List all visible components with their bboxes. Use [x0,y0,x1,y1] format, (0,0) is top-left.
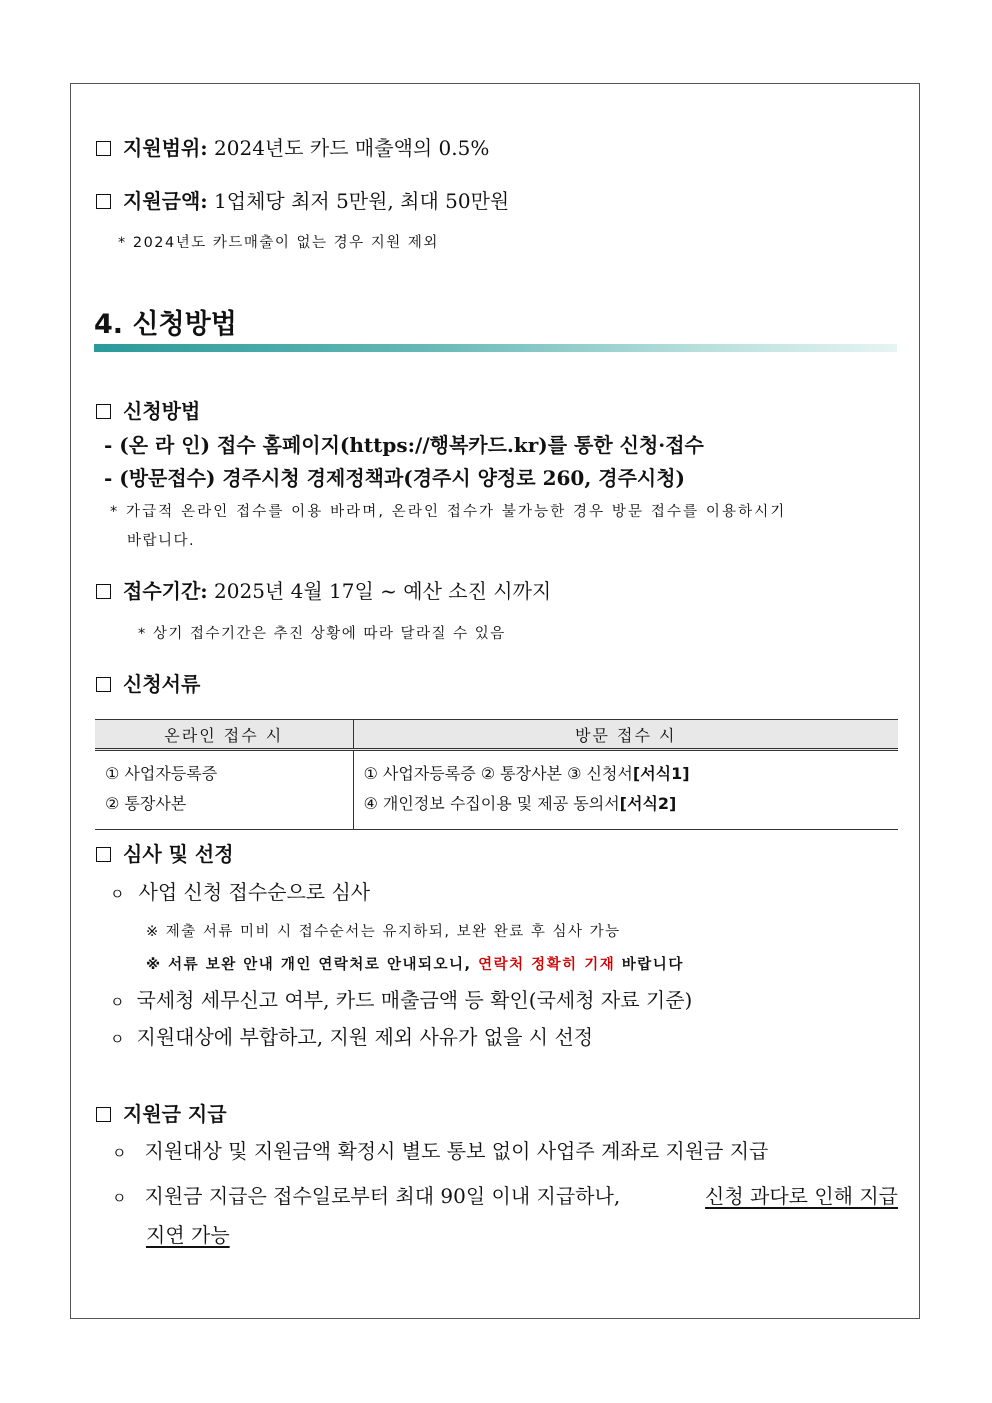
checkbox-icon [96,194,111,209]
payment-bullet1 [112,1135,768,1164]
bullet-icon: ㅇ [110,885,125,903]
visit-doc-line [364,759,889,789]
review-note2-highlight: 연락처 정확히 기재 [478,957,616,973]
review-bullet1-text: 사업 신청 접수순으로 심사 [138,880,371,904]
visit-doc-line [364,789,889,819]
page-frame [70,83,920,1319]
payment-bullet2 [112,1180,898,1209]
review-bullet3-text: 지원대상에 부합하고, 지원 제외 사유가 없을 시 선정 [136,1025,594,1049]
apply-note-line2: 바랍니다. [127,533,196,549]
apply-period-line [96,575,551,604]
bullet-icon: ㅇ [112,1189,127,1207]
support-range-line [96,132,489,161]
checkbox-icon [96,141,111,156]
checkbox-icon [96,404,111,419]
review-note2 [146,953,684,974]
apply-method-heading-text: 신청방법 [123,399,201,423]
checkbox-icon [96,677,111,692]
support-range-text: 2024년도 카드 매출액의 0.5% [214,136,490,160]
online-doc-item: ② 통장사본 [105,794,187,813]
review-heading [96,838,234,867]
documents-table [95,719,898,830]
review-bullet2-text: 국세청 세무신고 여부, 카드 매출금액 등 확인(국세청 자료 기준) [136,988,693,1012]
payment-heading-text: 지원금 지급 [123,1102,227,1126]
bullet-icon: ㅇ [110,1030,125,1048]
bullet-icon: ㅇ [112,1144,127,1162]
support-amount-line [96,185,509,214]
apply-period-note: * 상기 접수기간은 추진 상황에 따라 달라질 수 있음 [138,626,506,642]
visit-doc-text: ④ 개인정보 수집이용 및 제공 동의서 [363,794,620,813]
review-bullet3 [110,1021,593,1050]
apply-period-label: 접수기간: [123,579,208,603]
form2-tag: [서식2] [619,794,677,813]
bullet-icon: ㅇ [110,993,125,1011]
support-range-label: 지원범위: [123,136,208,160]
payment-heading [96,1098,227,1127]
support-amount-text: 1업체당 최저 5만원, 최대 50만원 [214,189,510,213]
review-note2-text: ※ 서류 보완 안내 개인 연락처로 안내되오니, [146,957,472,973]
online-doc-item: ① 사업자등록증 [105,764,218,783]
review-note1: ※ 제출 서류 미비 시 접수순서는 유지하되, 보완 완료 후 심사 가능 [146,924,621,940]
checkbox-icon [96,1107,111,1122]
col-visit-header: 방문 접수 시 [353,720,898,750]
checkbox-icon [96,584,111,599]
apply-method-heading [96,395,200,424]
form1-tag: [서식1] [632,764,690,783]
col-online-header: 온라인 접수 시 [95,720,353,750]
section-divider [94,344,897,352]
payment-bullet1-text: 지원대상 및 지원금액 확정시 별도 통보 없이 사업주 계좌로 지원금 지급 [144,1139,769,1163]
visit-docs-cell [353,750,898,830]
review-note2-end: 바랍니다 [621,957,684,973]
apply-period-text: 2025년 4월 17일 ~ 예산 소진 시까지 [214,579,552,603]
payment-bullet2-text: 지원금 지급은 접수일로부터 최대 90일 이내 지급하나, [144,1184,621,1208]
payment-delay-underlined-2: 지연 가능 [146,1223,230,1247]
review-heading-text: 심사 및 선정 [123,842,234,866]
documents-heading-text: 신청서류 [123,672,201,696]
review-bullet2 [110,984,692,1013]
checkbox-icon [96,847,111,862]
apply-note-line1: * 가급적 온라인 접수를 이용 바라며, 온라인 접수가 불가능한 경우 방문 접수를 이용하시기 [110,504,787,520]
support-amount-label: 지원금액: [123,189,208,213]
visit-doc-text: ① 사업자등록증 ② 통장사본 ③ 신청서 [363,764,633,783]
online-docs-cell [95,750,353,830]
section-title: 4. 신청방법 [94,309,237,340]
apply-online-line: - (온 라 인) 접수 홈페이지(https://행복카드.kr)를 통한 신청·접수 [104,433,704,457]
payment-delay-underlined: 신청 과다로 인해 지급 [705,1184,898,1208]
documents-heading [96,668,200,697]
review-bullet1 [110,876,370,905]
support-note: * 2024년도 카드매출이 없는 경우 지원 제외 [118,235,439,251]
apply-visit-line: - (방문접수) 경주시청 경제정책과(경주시 양정로 260, 경주시청) [104,466,686,490]
